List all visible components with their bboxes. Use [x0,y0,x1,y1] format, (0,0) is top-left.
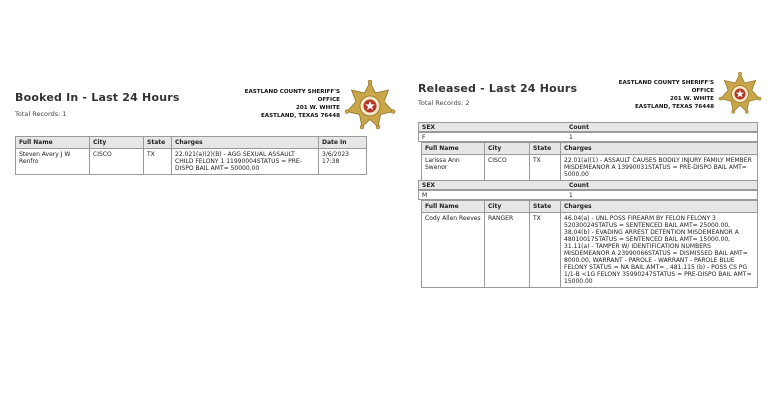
col-header-state: State [530,143,561,155]
booked-in-title: Booked In - Last 24 Hours [15,91,180,104]
col-header-charges: Charges [172,137,319,149]
group-header-count: Count [569,124,589,131]
cell-charges: 22.021(a)(2)(B) - AGG SEXUAL ASSAULT CHILD FELONY 1 11990004STATUS = PRE-DISPO BAIL AMT= 50000.00 [172,149,319,175]
group-value-row [418,132,758,142]
booked-in-total-records: Total Records: 1 [15,110,67,118]
col-header-state: State [144,137,172,149]
group-sex-value: F [422,134,426,141]
released-report [384,0,768,403]
cell-date-in: 3/6/2023 17:38 [319,149,367,175]
cell-charges: 22.01(a)(1) - ASSAULT CAUSES BODILY INJURY FAMILY MEMBER MISDEMEANOR A 13990031STATUS = PRE-DISPO BAIL AMT= 5000.00 [561,155,758,181]
cell-charges: 46.04(a) - UNL POSS FIREARM BY FELON FELONY 3 52030024STATUS = SENTENCED BAIL AMT= 25000.00, 38.04(b) - EVADING ARREST DETENTION MISDEMEANOR A 48010017STATUS = SENTENCED BAIL AMT= 15000.00, 31.11(a) - TAMPER W/ IDENTIFICATION NUMBERS MISDEMEANOR A 23990066STATUS = DISMISSED BAIL AMT= 8000.00, WARRANT - PAROLE - WARRANT - PAROLE BLUE FELONY STATUS = NA BAIL AMT= , 481.115 (b) - POSS CS PG 1/1-B <1G FELONY 35990247STATUS = PRE-DISPO BAIL AMT= 15000.00 [561,213,758,288]
col-header-full-name: Full Name [422,201,485,213]
org-name-line1: EASTLAND COUNTY SHERIFF'S [244,89,340,95]
table-row [422,155,758,181]
booked-in-org-block [200,88,340,120]
sex-group-f [418,122,758,177]
released-total-records: Total Records: 2 [418,99,470,107]
table-row [16,149,367,175]
col-header-city: City [485,201,530,213]
sex-group-m [418,180,758,290]
table-header-row [16,137,367,149]
col-header-city: City [485,143,530,155]
cell-full-name: Larissa Ann Swenor [422,155,485,181]
table-header-row [422,201,758,213]
org-name-line2: OFFICE [691,88,714,94]
group-count-value: 1 [569,134,573,141]
org-address2: EASTLAND, TEXAS 76448 [634,104,714,110]
sheriff-star-badge-icon [718,72,762,116]
col-header-charges: Charges [561,201,758,213]
cell-city: RANGER [485,213,530,288]
table-row [422,213,758,288]
col-header-state: State [530,201,561,213]
cell-state: TX [530,213,561,288]
cell-full-name: Steven Avery J W Renfro [16,149,90,175]
cell-full-name: Cody Allen Reeves [422,213,485,288]
group-value-row [418,190,758,200]
group-sex-value: M [422,192,428,199]
org-name-line1: EASTLAND COUNTY SHERIFF'S [618,80,714,86]
table-header-row [422,143,758,155]
group-header-row [418,180,758,190]
org-address1: 201 W. WHITE [296,105,340,111]
col-header-date-in: Date In [319,137,367,149]
cell-city: CISCO [485,155,530,181]
released-table-f [421,142,758,181]
group-header-count: Count [569,182,589,189]
group-count-value: 1 [569,192,573,199]
col-header-charges: Charges [561,143,758,155]
col-header-city: City [90,137,144,149]
released-table-m [421,200,758,288]
org-address2: EASTLAND, TEXAS 76448 [260,113,340,119]
org-address1: 201 W. WHITE [670,96,714,102]
released-org-block [576,79,714,111]
col-header-full-name: Full Name [422,143,485,155]
group-header-sex: SEX [422,124,436,131]
col-header-full-name: Full Name [16,137,90,149]
booked-in-table [15,136,367,175]
cell-city: CISCO [90,149,144,175]
released-title: Released - Last 24 Hours [418,82,578,95]
cell-state: TX [530,155,561,181]
cell-state: TX [144,149,172,175]
org-name-line2: OFFICE [317,97,340,103]
group-header-row [418,122,758,132]
group-header-sex: SEX [422,182,436,189]
